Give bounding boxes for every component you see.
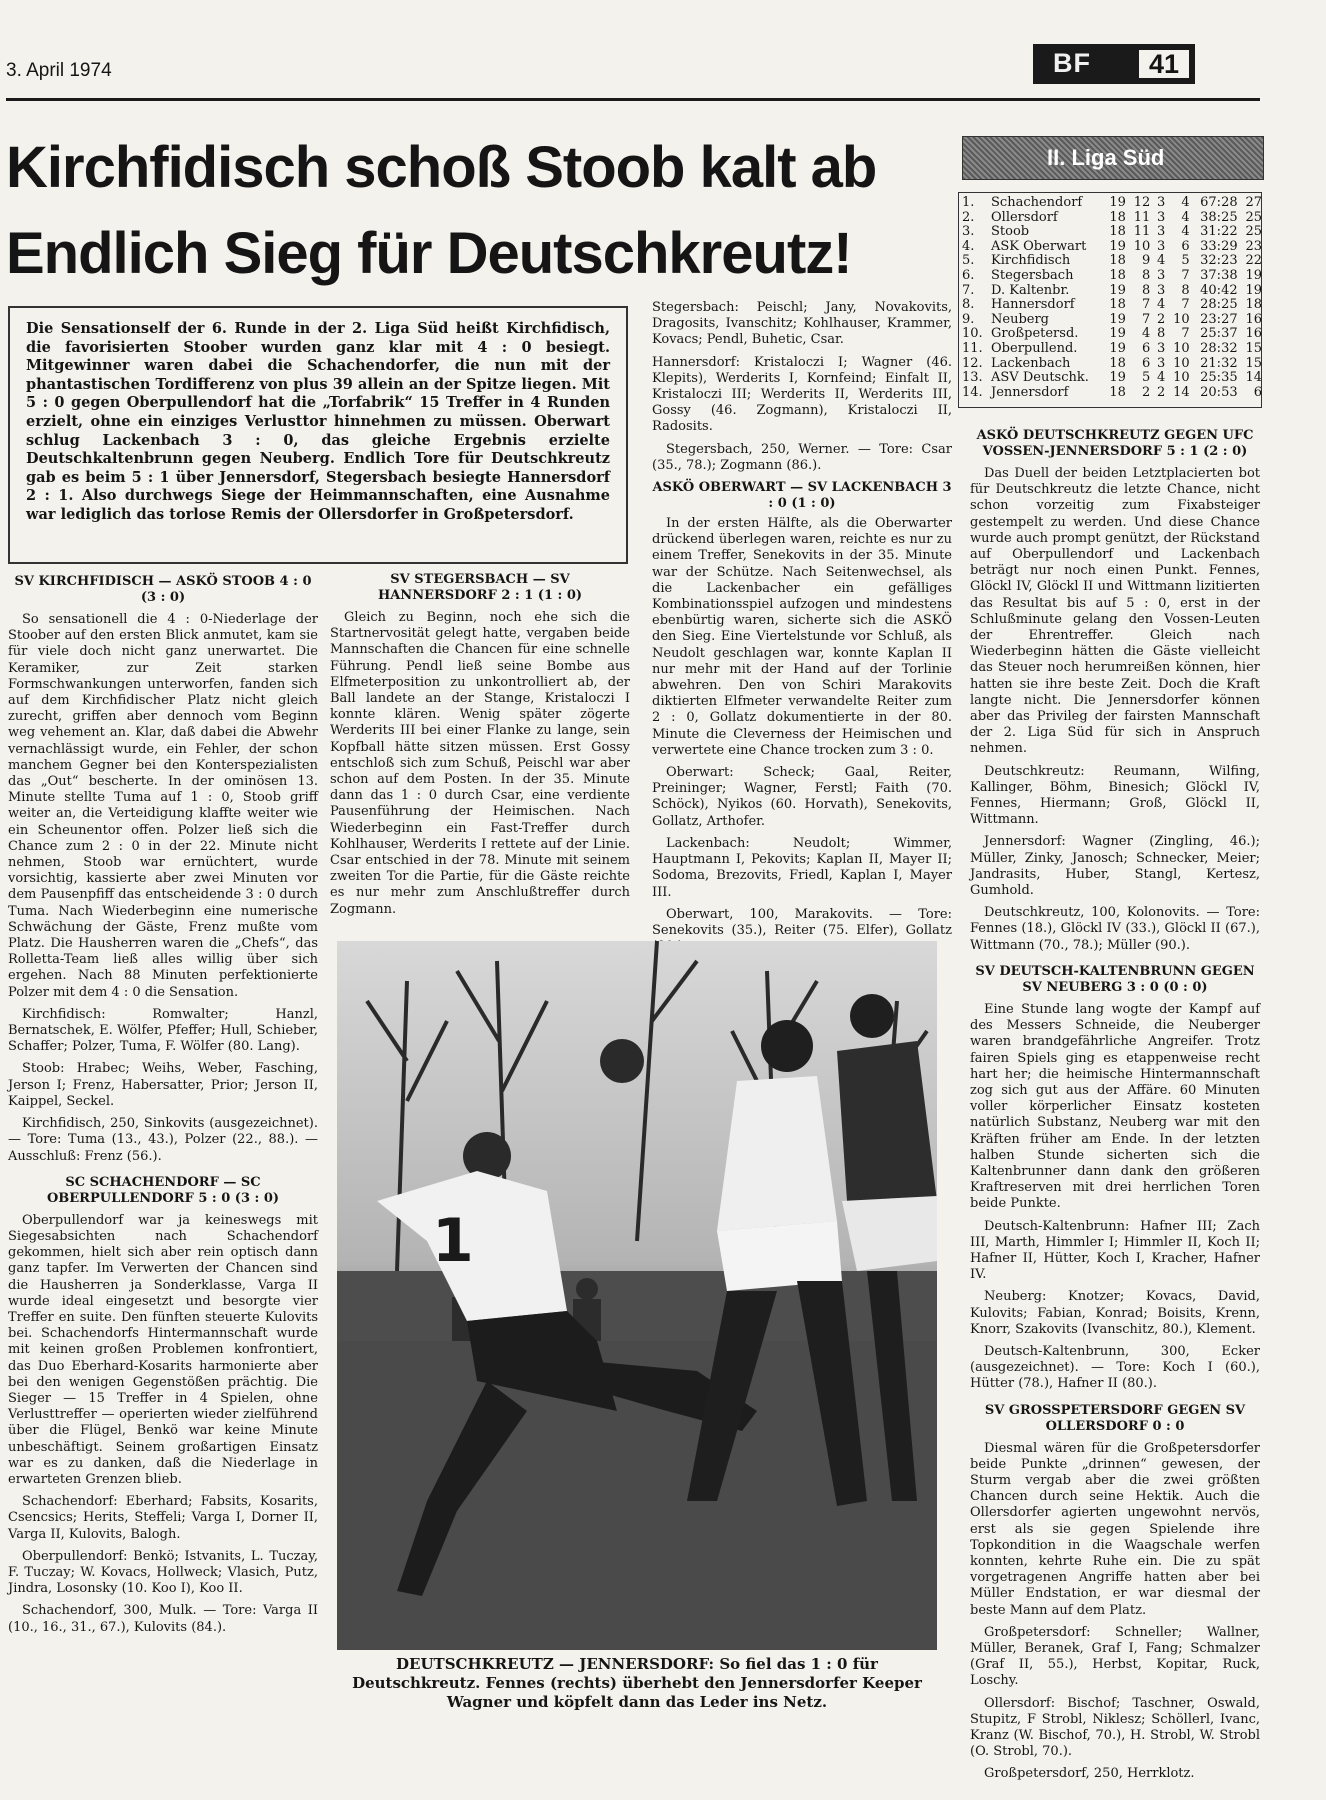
lineup-schachendorf: Schachendorf: Eberhard; Fabsits, Kosarits, Csencsics; Herits, Steffeli; Varga I, Dorner II, Varga II, Kulovits, Balogh. <box>8 1494 318 1542</box>
table-cell-goals: 25:37 <box>1200 326 1238 342</box>
match-facts: Deutsch-Kaltenbrunn, 300, Ecker (ausgezeichnet). — Tore: Koch I (60.), Hütter (78.), Hafner II (80.). <box>970 1343 1260 1392</box>
table-cell-goals: 31:22 <box>1200 224 1238 240</box>
table-cell-l: 4 <box>1181 209 1190 225</box>
table-cell-rank: 3. <box>962 224 975 240</box>
match-heading-deutschkreutz-jennersdorf: ASKÖ DEUTSCHKREUTZ GEGEN UFC VOSSEN-JENNERSDORF 5 : 1 (2 : 0) <box>976 428 1254 459</box>
table-cell-goals: 38:25 <box>1200 209 1238 225</box>
table-cell-pts: 25 <box>1245 209 1262 225</box>
table-cell-d: 3 <box>1157 238 1166 254</box>
page-number: 41 <box>1137 48 1191 80</box>
table-cell-d: 3 <box>1157 267 1166 283</box>
table-cell-team: Jennersdorf <box>991 384 1069 400</box>
table-cell-team: Schachendorf <box>991 195 1083 210</box>
table-cell-sp: 18 <box>1109 224 1126 240</box>
table-cell-goals: 33:29 <box>1200 238 1238 254</box>
table-cell-d: 2 <box>1157 384 1166 400</box>
lead-paragraph: Die Sensationself der 6. Runde in der 2. Liga Süd heißt Kirchfidisch, die favorisierten Stoober wurden ganz klar mit 4 : 0 besiegt. Mitgewinner waren dabei die Schachendorfer, die nun mit der phantastischen Tordifferenz von plus 39 allein an der Spitze liegen. Mit 5 : 0 gegen Oberpullendorf hat die „Torfabrik“ 15 Treffer in 4 Runden erzielt, ohne ein einziges Verlusttor hinnehmen zu müssen. Oberwart schlug Lackenbach 3 : 0, das gleiche Ergebnis erzielte Deutschkaltenbrunn gegen Neuberg. Endlich Tore für Deutschkreutz gab es beim 5 : 1 über Jennersdorf, Stegersbach besiegte Hannersdorf 2 : 1. Also durchwegs Siege der Heimmannschaften, eine Ausnahme war lediglich das torlose Remis der Ollersdorfer in Großpetersdorf. <box>8 306 628 564</box>
league-table-row <box>962 298 1262 313</box>
match-report: Gleich zu Beginn, noch ehe sich die Startnervosität gelegt hatte, vergaben beide Mannschaften die Chancen für eine schnelle Führung. Pendl ließ seine Bombe aus Elfmeterposition zu unkontrolliert ab, der Ball landete an der Stange, Kristaloczi I konnte klären. Wenig später zögerte Werderits III bei einer Flanke zu lange, sein Kopfball hätte sitzen müssen. Erst Gossy entschloß sich zum Schuß, Peischl war aber schon auf dem Posten. In der 35. Minute dann das 1 : 0 durch Csar, eine verdiente Pausenführung der Heimischen. Nach Wiederbeginn ein Fast-Treffer durch Kohlhauser, Werderits I rettete auf der Linie. Csar entschied in der 78. Minute mit seinem zweiten Tor die Partie, für die Gäste reichte es nur mehr zum Anschlußtreffer durch Zogmann. <box>330 610 630 917</box>
table-cell-sp: 19 <box>1109 195 1126 210</box>
table-cell-team: Kirchfidisch <box>991 253 1071 269</box>
table-cell-goals: 28:25 <box>1200 297 1238 313</box>
match-report: So sensationell die 4 : 0-Niederlage der Stoober auf den ersten Blick anmutet, kam sie für viele doch nicht ganz unerwartet. Die Keramiker, zur Zeit starken Formschwankungen unterworfen, fanden sich auf dem Kirchfidischer Platz nicht gleich zurecht, griffen aber dennoch vom Beginn weg vehement an. Klar, daß dabei die Abwehr vernachlässigt wurde, ein Fehler, der schon manchem Gegner bei den Konterspezialisten das „Out“ bescherte. In der ominösen 13. Minute stellte Tuma auf 1 : 0, Stoob griff weiter an, die Verteidigung klaffte weiter wie ein Scheunentor offen. Polzer ließ sich die Chance zum 2 : 0 in der 22. Minute nicht nehmen, Stoob war ernüchtert, wurde vorsichtig, kassierte aber zwei Minuten vor dem Pausenpfiff das entscheidende 3 : 0 durch Tuma. Nach Wiederbeginn eine numerische Schwächung der Gäste, Frenz mußte vom Platz. Die Hausherren waren die „Chefs“, das Rolletta-Team ließ alles willig über sich ergehen. Nach 88 Minuten perfektionierte Polzer mit dem 4 : 0 die Sensation. <box>8 612 318 1000</box>
table-cell-l: 7 <box>1181 297 1190 313</box>
match-heading-oberwart-lackenbach: ASKÖ OBERWART — SV LACKENBACH 3 : 0 (1 : 0) <box>652 480 952 512</box>
league-table-row <box>962 371 1262 386</box>
table-cell-sp: 18 <box>1109 209 1126 225</box>
match-heading-schachendorf-oberpullendorf: SC SCHACHENDORF — SC OBERPULLENDORF 5 : 0 (3 : 0) <box>46 1174 280 1206</box>
table-cell-rank: 11. <box>962 340 983 356</box>
table-cell-rank: 2. <box>962 209 975 225</box>
table-cell-team: Hannersdorf <box>991 297 1075 313</box>
table-cell-goals: 32:23 <box>1200 253 1238 269</box>
match-heading-kaltenbrunn-neuberg: SV DEUTSCH-KALTENBRUNN GEGEN SV NEUBERG 3 : 0 (0 : 0) <box>975 963 1255 995</box>
article-column-4 <box>970 428 1260 1789</box>
table-cell-w: 6 <box>1142 340 1151 356</box>
league-table-row <box>962 240 1262 255</box>
match-facts: Stegersbach, 250, Werner. — Tore: Csar (35., 78.); Zogmann (86.). <box>652 441 952 473</box>
table-cell-w: 10 <box>1133 238 1151 254</box>
table-cell-w: 7 <box>1142 311 1151 327</box>
match-facts: Deutschkreutz, 100, Kolonovits. — Tore: Fennes (18.), Glöckl IV (33.), Glöckl II (67.), Wittmann (70., 78.); Müller (90.). <box>970 905 1260 953</box>
table-cell-rank: 6. <box>962 267 975 283</box>
table-cell-goals: 28:32 <box>1200 340 1238 356</box>
table-cell-pts: 23 <box>1245 238 1262 254</box>
table-cell-w: 7 <box>1142 297 1151 313</box>
table-cell-pts: 27 <box>1245 195 1262 210</box>
match-photo <box>337 941 937 1650</box>
table-cell-team: Neuberg <box>991 311 1050 327</box>
headline-line-2: Endlich Sieg für Deutschkreutz! <box>6 221 852 286</box>
table-cell-rank: 9. <box>962 311 975 327</box>
table-cell-rank: 14. <box>962 384 983 400</box>
table-cell-team: Oberpullend. <box>991 340 1078 356</box>
lineup-oberwart: Oberwart: Scheck; Gaal, Reiter, Preininger; Wagner, Ferstl; Faith (70. Schöck), Nyikos (60. Horvath), Senekovits, Gollatz, Arthofer. <box>652 765 952 829</box>
jersey-number: 1 <box>432 1206 474 1276</box>
table-cell-rank: 5. <box>962 253 975 269</box>
table-cell-team: D. Kaltenbr. <box>991 282 1070 298</box>
table-cell-l: 10 <box>1173 340 1190 356</box>
lineup-kaltenbrunn: Deutsch-Kaltenbrunn: Hafner III; Zach III, Marth, Himmler I; Himmler II, Koch II; Hafner II, Hütter, Koch I, Kracher, Hafner IV. <box>970 1218 1260 1283</box>
table-cell-l: 10 <box>1173 355 1190 371</box>
table-cell-l: 7 <box>1181 326 1190 342</box>
table-cell-w: 11 <box>1133 224 1151 240</box>
table-cell-l: 6 <box>1181 238 1190 254</box>
lineup-stegersbach: Stegersbach: Peischl; Jany, Novakovits, Dragosits, Ivanschitz; Kohlhauser, Krammer, Kovacs; Pendl, Buhetic, Csar. <box>652 300 952 348</box>
table-cell-rank: 1. <box>962 195 975 210</box>
match-report: Das Duell der beiden Letztplacierten bot für Deutschkreutz die letzte Chance, nicht schon vorzeitig zum Fixabsteiger gestempelt zu werden. Und diese Chance wurde auch prompt genützt, der Rückstand auf Oberpullendorf und Lackenbach beträgt nur noch einen Punkt. Fennes, Glöckl IV, Glöckl II und Wittmann lizitierten das Resultat bis auf 5 : 0, erst in der Schlußminute gelang den Vossen-Leuten der Ehrentreffer. Gleich nach Wiederbeginn hätten die Gäste vielleicht das Steuer noch herumreißen können, hier hatten sie ihre beste Zeit. Doch die Kraft langte nicht. Die Jennersdorfer können aber das Privileg der fairsten Mannschaft der 2. Liga Süd für sich in Anspruch nehmen. <box>970 466 1260 757</box>
table-cell-sp: 19 <box>1109 340 1126 356</box>
table-cell-l: 5 <box>1181 253 1190 269</box>
table-cell-l: 4 <box>1181 224 1190 240</box>
table-cell-l: 4 <box>1181 195 1190 210</box>
table-cell-goals: 37:38 <box>1200 267 1238 283</box>
match-facts: Oberwart, 100, Marakovits. — Tore: Senekovits (35.), Reiter (75. Elfer), Gollatz <box>652 906 952 938</box>
table-cell-team: Ollersdorf <box>991 209 1058 225</box>
table-cell-pts: 16 <box>1245 311 1262 327</box>
table-cell-d: 3 <box>1157 224 1166 240</box>
league-table-row <box>962 386 1262 401</box>
table-cell-pts: 18 <box>1245 297 1262 313</box>
table-cell-team: Lackenbach <box>991 355 1071 371</box>
table-cell-pts: 19 <box>1245 282 1262 298</box>
league-table-row <box>962 313 1262 328</box>
table-cell-rank: 10. <box>962 326 983 342</box>
table-cell-sp: 18 <box>1109 297 1126 313</box>
table-cell-sp: 18 <box>1109 267 1126 283</box>
table-cell-team: ASV Deutschk. <box>991 370 1089 386</box>
table-cell-l: 10 <box>1173 370 1190 386</box>
match-report: Oberpullendorf war ja keineswegs mit Siegesabsichten nach Schachendorf gekommen, hielt sich aber rein optisch dann ganz tapfer. Im Verwerten der Chancen sind die Hausherren ja Sonderklasse, Varga II wurde ideal eingesetzt und besorgte vier Treffer en suite. Den fünften steuerte Kulovits bei. Schachendorfs Hintermannschaft wurde mit keinen großen Problemen konfrontiert, das Duo Eberhard-Kosarits harmonierte aber bei den wenigen Gegenstößen prächtig. Die Sieger — 15 Treffer in 4 Spielen, ohne Verlusttreffer — operierten wieder zielführend über die Flügel, Benkö war keine Minute unbeschäftigt. Seinem großartigen Einsatz war es zu danken, daß die Niederlage in erwarteten Grenzen blieb. <box>8 1212 318 1487</box>
table-cell-goals: 67:28 <box>1200 195 1238 210</box>
table-cell-l: 14 <box>1173 384 1190 400</box>
lineup-hannersdorf: Hannersdorf: Kristaloczi I; Wagner (46. Klepits), Werderits I, Kornfeind; Einfalt II, Kristaloczi III; Werderits II, Werderits III, Gossy (46. Zogmann), Kristaloczi II, Radosits. <box>652 354 952 435</box>
publication-logo: BF <box>1053 48 1091 78</box>
table-cell-rank: 7. <box>962 282 975 298</box>
table-cell-w: 2 <box>1142 384 1151 400</box>
table-cell-w: 8 <box>1142 267 1151 283</box>
league-table-row <box>962 327 1262 342</box>
table-cell-sp: 19 <box>1109 238 1126 254</box>
league-table-title: II. Liga Süd <box>1047 145 1165 170</box>
lineup-ollersdorf: Ollersdorf: Bischof; Taschner, Oswald, Stupitz, F Strobl, Niklesz; Schöllerl, Ivanc, Kranz (W. Bischof, 70.), H. Strobl, W. Strobl (O. Strobl, 70.). <box>970 1695 1260 1760</box>
league-table-row <box>962 269 1262 284</box>
table-cell-team: ASK Oberwart <box>991 238 1087 254</box>
match-heading-grosspetersdorf-ollersdorf: SV GROSSPETERSDORF GEGEN SV OLLERSDORF 0 : 0 <box>984 1402 1246 1434</box>
table-cell-rank: 13. <box>962 370 983 386</box>
table-cell-rank: 4. <box>962 238 975 254</box>
article-column-1 <box>8 574 318 1642</box>
match-facts: Großpetersdorf, 250, Herrklotz. <box>984 1766 1195 1782</box>
lineup-stoob: Stoob: Hrabec; Weihs, Weber, Fasching, Jerson I; Frenz, Habersatter, Prior; Jerson II, Kaippel, Seckel. <box>8 1061 318 1109</box>
table-cell-d: 8 <box>1157 326 1166 342</box>
league-table-row <box>962 254 1262 269</box>
table-cell-w: 8 <box>1142 282 1151 298</box>
match-report: Diesmal wären für die Großpetersdorfer beide Punkte „drinnen“ gewesen, der Sturm vergab aber die zwei größten Chancen durch seine Hektik. Auch die Ollersdorfer agierten ungewohnt nervös, erst als sie gegen Spielende ihre Topkondition in die Waagschale werfen konnten, kehrte Ruhe ein. Die zu spät vorgetragenen Angriffe hatten aber bei Müller Endstation, er war diesmal der beste Mann auf dem Platz. <box>970 1440 1260 1618</box>
table-cell-l: 7 <box>1181 267 1190 283</box>
match-report: In der ersten Hälfte, als die Oberwarter drückend überlegen waren, reichte es nur zu einem Treffer, Senekovits in der 35. Minute war der Schütze. Nach Seitenwechsel, als die Lackenbacher ein gefälliges Kombinationsspiel aufzogen und mindestens ebenbürtig waren, sicherte sich die ASKÖ den Sieg. Eine Viertelstunde vor Schluß, als Neudolt geschlagen war, konnte Kaplan II nur mehr mit der Hand auf der Torlinie abwehren. Den von Schiri Marakovits diktierten Elfmeter verwandelte Reiter zum 2 : 0, Gollatz dokumentierte in der 80. Minute die Cleverness der Heimischen und verwertete eine Chance trocken zum 3 : 0. <box>652 516 952 758</box>
header-rule <box>6 98 1260 101</box>
table-cell-d: 3 <box>1157 355 1166 371</box>
table-cell-sp: 18 <box>1109 384 1126 400</box>
league-table-row <box>962 225 1262 240</box>
table-cell-pts: 15 <box>1245 340 1262 356</box>
table-cell-rank: 8. <box>962 297 975 313</box>
lineup-grosspetersdorf: Großpetersdorf: Schneller; Wallner, Müller, Beranek, Graf I, Fang; Schmalzer (Graf II, 55.), Herbst, Kopitar, Ruck, Loschy. <box>970 1624 1260 1689</box>
photo-caption: DEUTSCHKREUTZ — JENNERSDORF: So fiel das 1 : 0 für Deutschkreutz. Fennes (rechts) überhebt den Jennersdorfer Keeper Wagner und köpfelt dann das Leder ins Netz. <box>352 1655 922 1711</box>
lineup-kirchfidisch: Kirchfidisch: Romwalter; Hanzl, Bernatschek, E. Wölfer, Pfeffer; Hull, Schieber, Schaffer; Polzer, Tuma, F. Wölfer (80. Lang). <box>8 1006 318 1055</box>
article-column-3 <box>652 300 952 961</box>
lineup-deutschkreutz: Deutschkreutz: Reumann, Wilfing, Kallinger, Böhm, Binesich; Glöckl IV, Fennes, Hiermann; Groß, Glöckl II, Wittmann. <box>970 763 1260 828</box>
match-facts: Schachendorf, 300, Mulk. — Tore: Varga II (10., 16., 31., 67.), Kulovits (84.). <box>8 1603 318 1635</box>
table-cell-sp: 19 <box>1109 326 1126 342</box>
table-cell-pts: 6 <box>1253 384 1262 400</box>
lineup-neuberg: Neuberg: Knotzer; Kovacs, David, Kulovits; Fabian, Konrad; Boisits, Krenn, Knorr, Szakovits (Ivanschitz, 80.), Klement. <box>970 1289 1260 1337</box>
table-cell-goals: 20:53 <box>1200 384 1238 400</box>
match-report: Eine Stunde lang wogte der Kampf auf des Messers Schneide, die Neuberger waren brandgefährliche Angreifer. Trotz fairen Spiels ging es etappenweise recht hart her; die heimische Hintermannschaft zog sich gut aus der Affäre. 60 Minuten voller körperlicher Einsatz kosteten natürlich Substanz, Neuberg war mit den Kräften früher am Ende. In der letzten halben Stunde sicherten sich die Kaltenbrunner dann dank den größeren Kraftreserven mit drei herrlichen Toren beide Punkte. <box>970 1001 1260 1212</box>
table-cell-w: 9 <box>1142 253 1151 269</box>
table-cell-pts: 14 <box>1245 370 1262 386</box>
table-cell-d: 3 <box>1157 209 1166 225</box>
table-cell-sp: 19 <box>1109 370 1126 386</box>
football-action-photo <box>337 941 937 1650</box>
league-table-row <box>962 357 1262 372</box>
table-cell-w: 11 <box>1133 209 1151 225</box>
table-cell-d: 3 <box>1157 340 1166 356</box>
table-cell-l: 8 <box>1181 282 1190 298</box>
table-cell-w: 5 <box>1142 370 1151 386</box>
table-cell-d: 2 <box>1157 311 1166 327</box>
table-cell-w: 4 <box>1142 326 1151 342</box>
table-cell-pts: 19 <box>1245 267 1262 283</box>
table-cell-pts: 25 <box>1245 224 1262 240</box>
table-cell-d: 4 <box>1157 297 1166 313</box>
page-badge <box>1033 44 1195 84</box>
article-column-2 <box>330 572 630 924</box>
table-cell-d: 4 <box>1157 253 1166 269</box>
table-cell-rank: 12. <box>962 355 983 371</box>
table-cell-team: Stegersbach <box>991 267 1074 283</box>
league-table-row <box>962 342 1262 357</box>
lineup-oberpullendorf: Oberpullendorf: Benkö; Istvanits, L. Tuczay, F. Tuczay; W. Kovacs, Hollweck; Vlasich, Putz, Jindra, Losonsky (10. Koo I), Koo II. <box>8 1548 318 1597</box>
table-cell-goals: 40:42 <box>1200 282 1238 298</box>
table-cell-team: Großpetersd. <box>991 326 1079 342</box>
match-heading-kirchfidisch-stoob: SV KIRCHFIDISCH — ASKÖ STOOB 4 : 0 (3 : 0) <box>14 574 312 605</box>
table-cell-pts: 16 <box>1245 326 1262 342</box>
table-cell-sp: 19 <box>1109 311 1126 327</box>
table-cell-pts: 22 <box>1245 253 1262 269</box>
table-cell-w: 6 <box>1142 355 1151 371</box>
table-cell-d: 3 <box>1157 282 1166 298</box>
issue-date: 3. April 1974 <box>6 60 112 81</box>
table-cell-pts: 15 <box>1245 355 1262 371</box>
table-cell-l: 10 <box>1173 311 1190 327</box>
table-cell-goals: 23:27 <box>1200 311 1238 327</box>
league-table-row <box>962 284 1262 299</box>
table-cell-sp: 18 <box>1109 253 1126 269</box>
table-cell-goals: 21:32 <box>1200 355 1238 371</box>
match-heading-stegersbach-hannersdorf: SV STEGERSBACH — SV HANNERSDORF 2 : 1 (1 : 0) <box>377 572 583 603</box>
table-cell-w: 12 <box>1133 195 1151 210</box>
table-cell-d: 4 <box>1157 370 1166 386</box>
table-cell-d: 3 <box>1157 195 1166 210</box>
headline-line-1: Kirchfidisch schoß Stoob kalt ab <box>6 135 877 200</box>
league-table <box>962 196 1262 400</box>
table-cell-goals: 25:35 <box>1200 370 1238 386</box>
league-table-header <box>962 136 1264 180</box>
table-cell-team: Stoob <box>991 224 1030 240</box>
lineup-lackenbach: Lackenbach: Neudolt; Wimmer, Hauptmann I, Pekovits; Kaplan II, Mayer II; Sodoma, Brezovits, Friedl, Kaplan I, Mayer III. <box>652 835 952 900</box>
match-facts: Kirchfidisch, 250, Sinkovits (ausgezeichnet). — Tore: Tuma (13., 43.), Polzer (22., 88.). — Ausschluß: Frenz (56.). <box>8 1116 318 1164</box>
table-cell-sp: 18 <box>1109 355 1126 371</box>
league-table-row <box>962 196 1262 211</box>
league-table-row <box>962 211 1262 226</box>
lineup-jennersdorf: Jennersdorf: Wagner (Zingling, 46.); Müller, Zinky, Janosch; Schnecker, Meier; Jandrasits, Huber, Stangl, Kertesz, Gumhold. <box>970 834 1260 899</box>
table-cell-sp: 19 <box>1109 282 1126 298</box>
